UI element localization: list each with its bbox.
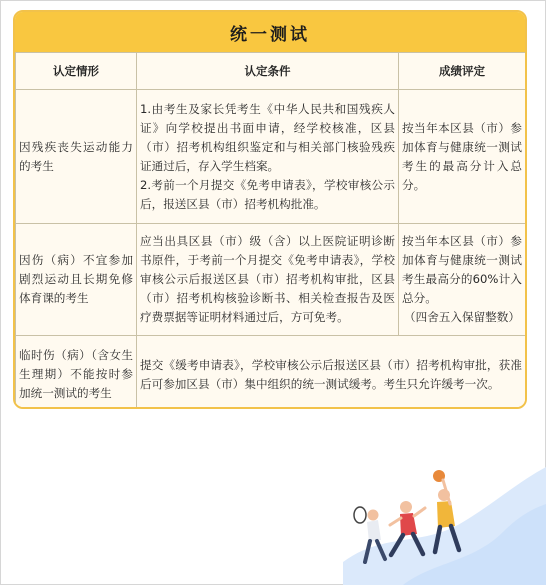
header-situation: 认定情形 <box>16 53 137 90</box>
rules-table <box>15 52 526 409</box>
grading-note: （四舍五入保留整数） <box>404 310 520 324</box>
card-title: 统一测试 <box>15 12 525 52</box>
table-row <box>16 224 526 336</box>
merged-conditions-cell: 提交《缓考申请表》，学校审核公示后报送区县（市）招考机构审批，获准后可参加区县（市）集中组织的统一测试缓考。考生只允许缓考一次。 <box>137 336 526 410</box>
sports-athletes-illustration <box>343 412 546 585</box>
situation-cell: 因伤（病）不宜参加剧烈运动且长期免修体育课的考生 <box>16 224 137 336</box>
grading-cell <box>399 224 526 336</box>
situation-cell: 临时伤（病）（含女生生理期）不能按时参加统一测试的考生 <box>16 336 137 410</box>
condition-item: 1.由考生及家长凭考生《中华人民共和国残疾人证》向学校提出书面申请，经学校核准，区县（市）招考机构组织鉴定和与相关部门核验残疾证通过后，存入学生档案。 <box>140 101 395 173</box>
situation-cell: 因残疾丧失运动能力的考生 <box>16 90 137 224</box>
grading-cell: 按当年本区县（市）参加体育与健康统一测试考生的最高分计入总分。 <box>399 90 526 224</box>
header-conditions: 认定条件 <box>137 53 399 90</box>
conditions-cell: 应当出具区县（市）级（含）以上医院证明诊断书原件，于考前一个月提交《免考申请表》，学校审核公示后报送区县（市）招考机构审批，区县（市）招考机构核验诊断书、相关检查报告及医疗费票据等证明材料通过后，方可免考。 <box>137 224 399 336</box>
condition-item: 2.考前一个月提交《免考申请表》，学校审核公示后，报送区县（市）招考机构批准。 <box>140 177 395 211</box>
table-header-row <box>16 53 526 90</box>
table-row <box>16 90 526 224</box>
table-row <box>16 336 526 410</box>
header-grading: 成绩评定 <box>399 53 526 90</box>
grading-text: 按当年本区县（市）参加体育与健康统一测试考生最高分的60%计入总分。 <box>402 234 522 305</box>
conditions-cell <box>137 90 399 224</box>
exam-rules-card <box>13 10 527 409</box>
